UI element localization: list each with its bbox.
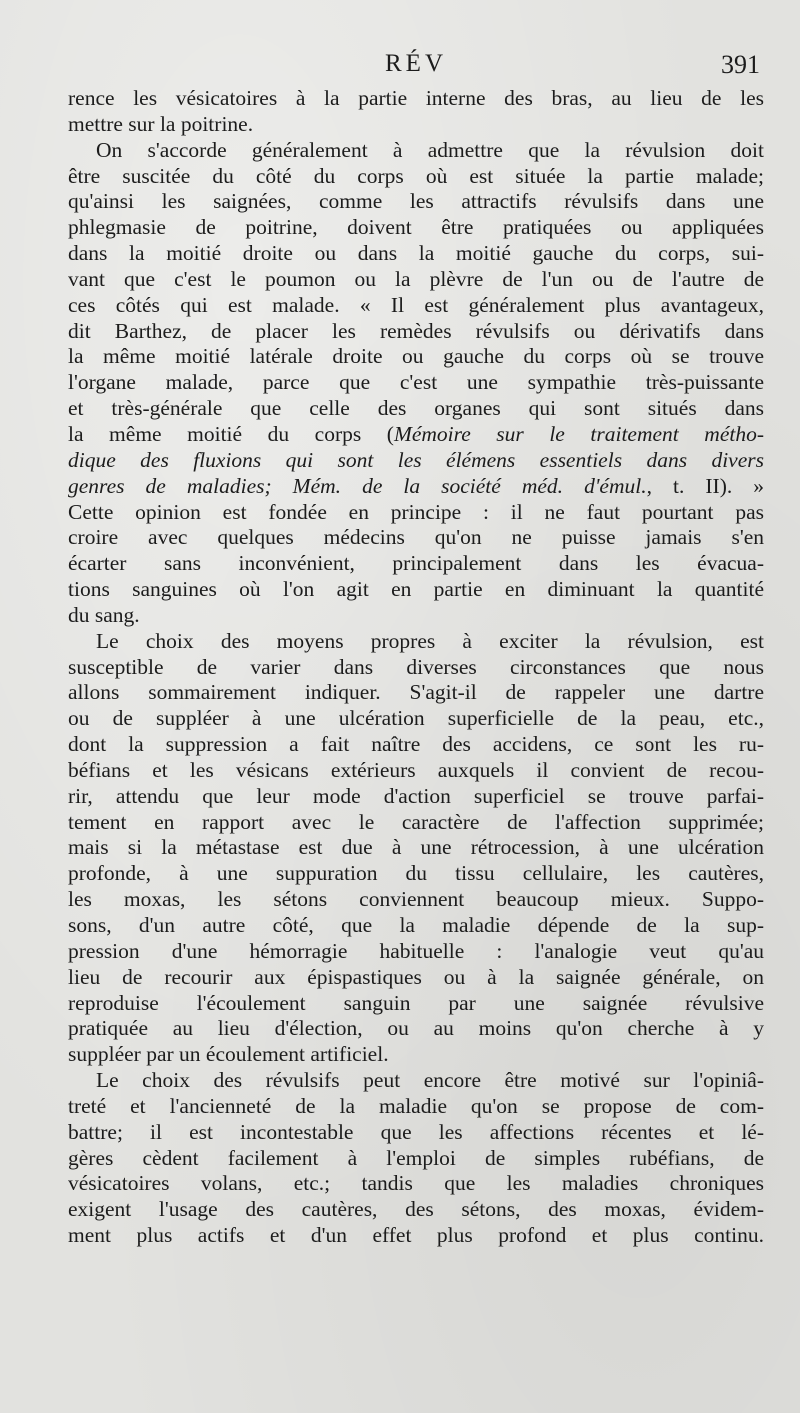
text-segment: ou de suppléer à une ulcération superficielle de la peau, etc., <box>68 706 764 731</box>
text-segment: sons, d'un autre côté, que la maladie dépende de la sup- <box>68 913 764 937</box>
text-line <box>68 344 764 370</box>
text-segment: treté et l'ancienneté de la maladie qu'on se propose de com- <box>68 1093 764 1118</box>
text-line <box>68 474 764 500</box>
text-line <box>68 680 764 706</box>
text-segment: vésicatoires volans, etc.; tandis que les maladies chroniques <box>68 1171 764 1196</box>
text-segment: croire avec quelques médecins qu'on ne puisse jamais s'en <box>68 525 764 550</box>
text-line <box>68 448 764 474</box>
text-line <box>68 370 764 396</box>
text-segment: l'organe malade, parce que c'est une sympathie très-puissante <box>68 370 764 395</box>
text-line <box>68 758 764 784</box>
text-line <box>68 1120 764 1146</box>
text-segment: Le choix des révulsifs peut encore être motivé sur l'opiniâ- <box>96 1068 764 1093</box>
text-segment: ment plus actifs et d'un effet plus profond et plus continu. <box>68 1223 764 1248</box>
text-line <box>68 1068 764 1094</box>
text-segment: allons sommairement indiquer. S'agit-il de rappeler une dartre <box>68 680 764 705</box>
text-segment: qu'ainsi les saignées, comme les attractifs révulsifs dans une <box>68 189 764 214</box>
text-line <box>68 655 764 681</box>
running-head: RÉV <box>385 50 447 77</box>
text-line <box>68 1171 764 1197</box>
text-line <box>68 629 764 655</box>
text-segment: rir, attendu que leur mode d'action superficiel se trouve parfai- <box>68 783 764 808</box>
text-line <box>68 577 764 603</box>
text-line <box>68 1223 764 1249</box>
text-segment: béfians et les vésicans extérieurs auxquels il convient de recou- <box>68 757 764 782</box>
text-line <box>68 241 764 267</box>
text-line <box>68 551 764 577</box>
text-segment: la même moitié du corps ( <box>68 421 394 446</box>
text-line <box>68 732 764 758</box>
text-segment: écarter sans inconvénient, principalement dans les évacua- <box>68 551 764 576</box>
text-segment: tement en rapport avec le caractère de l'affection supprimée; <box>68 809 764 834</box>
text-line <box>68 1042 764 1068</box>
text-line <box>68 164 764 190</box>
text-line <box>68 835 764 861</box>
text-line <box>68 887 764 913</box>
text-segment: gères cèdent facilement à l'emploi de simples rubéfians, de <box>68 1145 764 1170</box>
text-line <box>68 1146 764 1172</box>
text-line <box>68 784 764 810</box>
body-text <box>68 86 764 1249</box>
text-line <box>68 1016 764 1042</box>
text-segment: pratiquée au lieu d'élection, ou au moins qu'on cherche à y <box>68 1016 764 1041</box>
text-segment: du sang. <box>68 602 140 627</box>
text-segment: pression d'une hémorragie habituelle : l'analogie veut qu'au <box>68 938 764 963</box>
text-segment: reproduise l'écoulement sanguin par une saignée révulsive <box>68 990 764 1015</box>
italic-segment: dique des fluxions qui sont les élémens essentiels dans divers <box>68 447 764 472</box>
text-line <box>68 500 764 526</box>
italic-segment: genres de maladies; Mém. de la société méd. d'émul. <box>68 473 647 498</box>
text-line <box>68 1094 764 1120</box>
text-line <box>68 861 764 887</box>
text-line <box>68 319 764 345</box>
text-segment: lieu de recourir aux épispastiques ou à la saignée générale, on <box>68 964 764 989</box>
text-line <box>68 293 764 319</box>
page-number: 391 <box>721 50 760 79</box>
text-segment: vant que c'est le poumon ou la plèvre de l'un ou de l'autre de <box>68 266 764 291</box>
text-line <box>68 189 764 215</box>
text-line <box>68 525 764 551</box>
text-segment: les moxas, les sétons conviennent beaucoup mieux. Suppo- <box>68 887 764 912</box>
text-segment: exigent l'usage des cautères, des sétons, des moxas, évidem- <box>68 1197 764 1222</box>
text-segment: dit Barthez, de placer les remèdes révulsifs ou dérivatifs dans <box>68 318 764 343</box>
text-segment: la même moitié latérale droite ou gauche du corps où se trouve <box>68 344 764 369</box>
text-line <box>68 1197 764 1223</box>
italic-segment: Mémoire sur le traitement métho- <box>393 421 764 446</box>
text-segment: ces côtés qui est malade. « Il est généralement plus avantageux, <box>68 292 764 317</box>
text-line <box>68 939 764 965</box>
text-segment: dans la moitié droite ou dans la moitié gauche du corps, sui- <box>68 241 764 266</box>
text-line <box>68 991 764 1017</box>
text-segment: phlegmasie de poitrine, doivent être pratiquées ou appliquées <box>68 215 764 240</box>
text-segment: mettre sur la poitrine. <box>68 111 254 136</box>
text-line <box>68 138 764 164</box>
text-segment: rence les vésicatoires à la partie interne des bras, au lieu de les <box>68 86 764 110</box>
text-segment: tions sanguines où l'on agit en partie en diminuant la quantité <box>68 577 764 602</box>
text-line <box>68 603 764 629</box>
text-segment: profonde, à une suppuration du tissu cellulaire, les cautères, <box>68 861 764 886</box>
text-segment: , t. II). » <box>646 473 764 498</box>
text-line <box>68 215 764 241</box>
text-line <box>68 706 764 732</box>
text-line <box>68 422 764 448</box>
text-segment: et très-générale que celle des organes qui sont situés dans <box>68 396 764 421</box>
text-line <box>68 112 764 138</box>
text-line <box>68 913 764 939</box>
text-segment: Cette opinion est fondée en principe : il ne faut pourtant pas <box>68 499 764 524</box>
text-line <box>68 267 764 293</box>
text-segment: suppléer par un écoulement artificiel. <box>68 1042 389 1067</box>
page-header <box>66 50 766 84</box>
text-line <box>68 86 764 112</box>
text-segment: Le choix des moyens propres à exciter la révulsion, est <box>96 628 764 653</box>
text-segment: être suscitée du côté du corps où est située la partie malade; <box>68 163 764 188</box>
text-segment: mais si la métastase est due à une rétrocession, à une ulcération <box>68 835 764 860</box>
text-line <box>68 965 764 991</box>
text-segment: On s'accorde généralement à admettre que la révulsion doit <box>96 137 764 162</box>
text-segment: battre; il est incontestable que les affections récentes et lé- <box>68 1119 764 1144</box>
text-line <box>68 396 764 422</box>
text-line <box>68 810 764 836</box>
text-segment: susceptible de varier dans diverses circonstances que nous <box>68 654 764 679</box>
text-segment: dont la suppression a fait naître des accidens, ce sont les ru- <box>68 732 764 757</box>
